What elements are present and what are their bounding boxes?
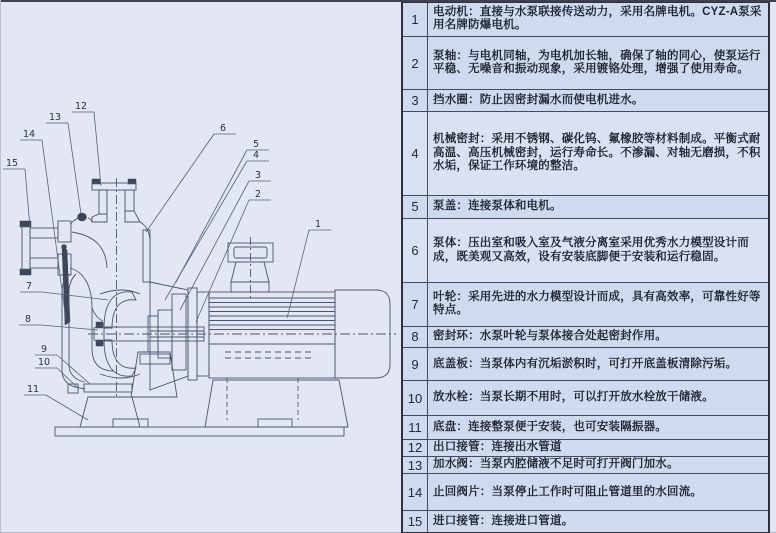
- callout-9: 9: [40, 344, 48, 355]
- part-number: 9: [403, 348, 428, 380]
- base-plate: [55, 380, 348, 436]
- table-row: [403, 457, 768, 475]
- pump-casing: [62, 178, 150, 398]
- part-number: 7: [403, 283, 428, 326]
- part-description: 挡水圈：防止因密封漏水而使电机进水。: [433, 94, 644, 107]
- part-number: 2: [403, 37, 428, 90]
- table-row: [403, 90, 768, 112]
- part-number: 1: [403, 3, 428, 36]
- table-row: [403, 196, 768, 220]
- part-number: 6: [403, 219, 428, 282]
- table-row: [403, 511, 768, 532]
- part-number: 5: [403, 196, 428, 219]
- table-row: [403, 416, 768, 440]
- callout-3: 3: [254, 170, 262, 181]
- part-number: 13: [403, 457, 428, 474]
- table-row: [403, 219, 768, 283]
- motor: [88, 237, 396, 420]
- table-row: [403, 327, 768, 349]
- table-row: [403, 348, 768, 381]
- callout-leaders: [3, 101, 331, 420]
- part-number: 4: [403, 112, 428, 194]
- callout-8: 8: [24, 314, 32, 325]
- callout-6: 6: [219, 123, 227, 134]
- part-description: 机械密封：采用不锈钢、碳化钨、氟橡胶等材料制成。平衡式耐高温、高压机械密封，运行寿命长。不渗漏、对轴无磨损，不积水垢，保证工作环境的整洁。: [433, 133, 761, 173]
- table-row: [403, 3, 768, 37]
- table-row: [403, 440, 768, 457]
- callout-12: 12: [74, 101, 88, 112]
- part-description: 泵体：压出室和吸入室及气液分离室采用优秀水力模型设计而成，既美观又高效，设有安装底脚便于安装和运行稳固。: [433, 237, 749, 263]
- callout-10: 10: [37, 357, 51, 368]
- part-description: 泵轴：与电机同轴，为电机加长轴，确保了轴的同心，使泵运行平稳、无噪音和振动现象，采用镀铬处理，增强了使用寿命。: [433, 49, 761, 76]
- callout-14: 14: [22, 129, 36, 140]
- parts-table: [401, 2, 770, 533]
- part-description: 叶轮：采用先进的水力模型设计而成，具有高效率，可靠性好等特点。: [433, 290, 761, 317]
- callout-1: 1: [314, 219, 322, 230]
- outlet-pipe: [92, 179, 140, 222]
- part-number: 12: [403, 440, 428, 456]
- part-description: 密封环：水泵叶轮与泵体接合处起密封作用。: [433, 330, 667, 343]
- part-description: 出口接管：连接出水管道: [433, 440, 562, 453]
- callout-11: 11: [26, 384, 40, 395]
- motor-terminal-box: [228, 237, 273, 298]
- part-number: 14: [403, 474, 428, 510]
- callout-13: 13: [48, 112, 62, 123]
- table-row: [403, 474, 768, 511]
- part-number: 11: [403, 416, 428, 439]
- callout-5: 5: [252, 139, 260, 150]
- table-row: [403, 37, 768, 91]
- part-number: 8: [403, 327, 428, 348]
- part-description: 泵盖：连接泵体和电机。: [433, 200, 562, 213]
- part-description: 底盖板：当泵体内有沉垢淤积时，可打开底盖板清除污垢。: [433, 357, 738, 370]
- callout-15: 15: [5, 158, 19, 169]
- part-number: 10: [403, 381, 428, 415]
- part-description: 加水阀：当泵内腔储液不足时可打开阀门加水。: [433, 458, 679, 471]
- part-description: 止回阀片：当泵停止工作时可阻止管道里的水回流。: [433, 485, 703, 498]
- callout-2: 2: [254, 189, 262, 200]
- table-row: [403, 112, 768, 195]
- part-description: 电动机：直接与水泵联接传送动力，采用名牌电机。CYZ-A泵采用名牌防爆电机。: [433, 5, 762, 32]
- table-row: [403, 381, 768, 416]
- table-row: [403, 283, 768, 327]
- part-description: 进口接管：连接进口管道。: [433, 514, 574, 527]
- callout-7: 7: [25, 281, 33, 292]
- part-number: 3: [403, 90, 428, 111]
- part-description: 放水栓：当泵长期不用时，可以打开放水栓放干储液。: [433, 391, 714, 404]
- part-number: 15: [403, 511, 428, 532]
- part-description: 底盘：连接整泵便于安装，也可安装隔振器。: [433, 420, 667, 433]
- callout-4: 4: [252, 150, 260, 161]
